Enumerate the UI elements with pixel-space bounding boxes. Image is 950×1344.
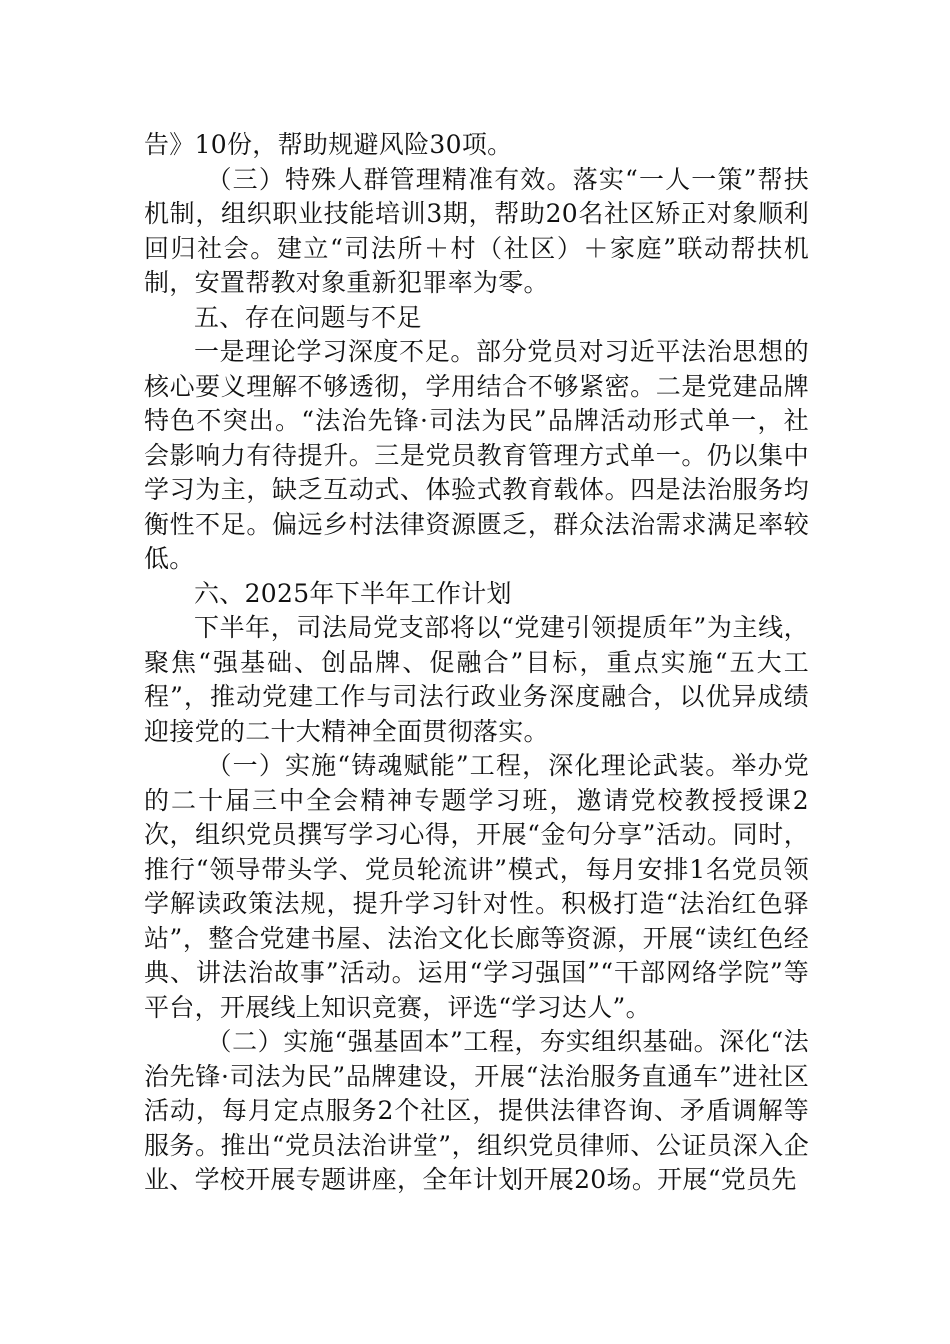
section-heading-plan: 六、2025年下半年工作计划 [194, 578, 512, 608]
paragraph-problems: 一是理论学习深度不足。部分党员对习近平法治思想的核心要义理解不够透彻，学用结合不够紧密。二是党建品牌特色不突出。“法治先锋·司法为民”品牌活动形式单一，社会影响力有待提升。三是党员教育管理方式单一。仍以集中学习为主，缺乏互动式、体验式教育载体。四是法治服务均衡性不足。偏远乡村法律资源匮乏，群众法治需求满足率较低。 [144, 337, 809, 573]
document-body [144, 128, 809, 1198]
paragraph-plan-item-2: （二）实施“强基固本”工程，夯实组织基础。深化“法治先锋·司法为民”品牌建设，开展“法治服务直通车”进社区活动，每月定点服务2个社区，提供法律咨询、矛盾调解等服务。推出“党员法治讲堂”，组织党员律师、公证员深入企业、学校开展专题讲座，全年计划开展20场。开展“党员先 [144, 1027, 809, 1194]
paragraph-plan-item-1: （一）实施“铸魂赋能”工程，深化理论武装。举办党的二十届三中全会精神专题学习班，邀请党校教授授课2次，组织党员撰写学习心得，开展“金句分享”活动。同时，推行“领导带头学、党员轮流讲”模式，每月安排1名党员领学解读政策法规，提升学习针对性。积极打造“法治红色驿站”，整合党建书屋、法治文化长廊等资源，开展“读红色经典、讲法治故事”活动。运用“学习强国”“干部网络学院”等平台，开展线上知识竞赛，评选“学习达人”。 [144, 751, 809, 1022]
section-heading-problems: 五、存在问题与不足 [194, 302, 422, 332]
paragraph-continuation: 告》10份，帮助规避风险30项。 [144, 130, 513, 159]
paragraph-special-groups: （三）特殊人群管理精准有效。落实“一人一策”帮扶机制，组织职业技能培训3期，帮助20名社区矫正对象顺利回归社会。建立“司法所＋村（社区）＋家庭”联动帮扶机制，安置帮教对象重新犯罪率为零。 [144, 164, 809, 297]
paragraph-plan-intro: 下半年，司法局党支部将以“党建引领提质年”为主线，聚焦“强基础、创品牌、促融合”目标，重点实施“五大工程”，推动党建工作与司法行政业务深度融合，以优异成绩迎接党的二十大精神全面贯彻落实。 [144, 613, 809, 746]
